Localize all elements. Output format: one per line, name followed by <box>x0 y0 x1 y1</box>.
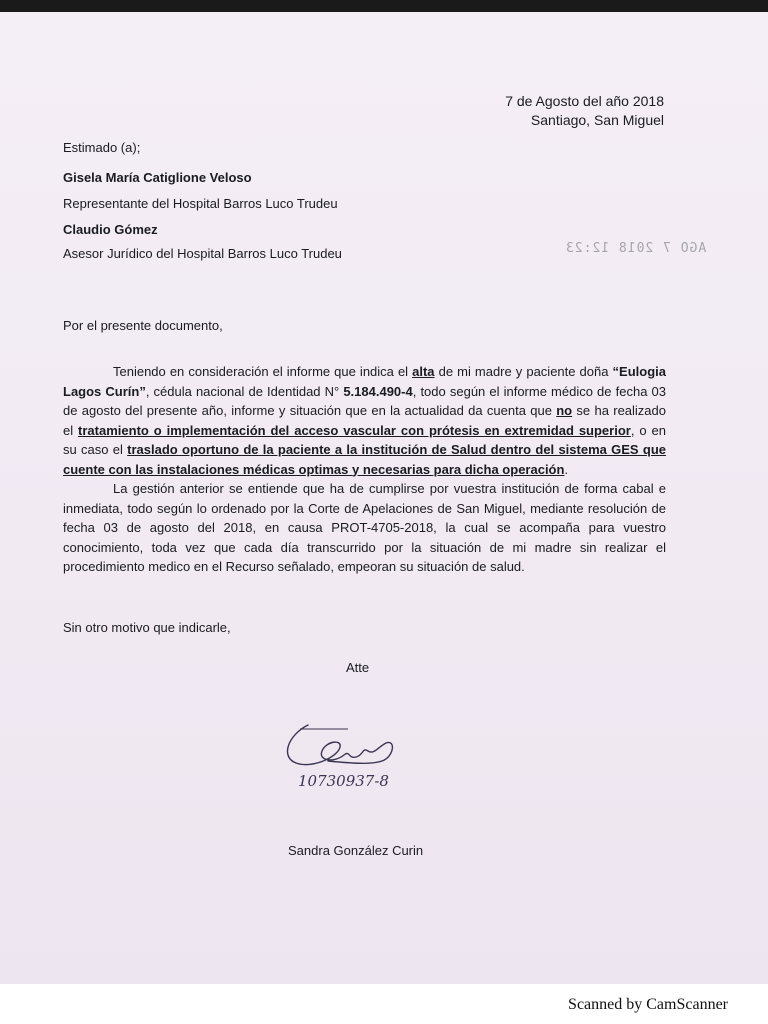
received-stamp: AGO 7 2018 12:23 <box>565 241 707 256</box>
p1-text-e: se ha realizado el <box>63 403 666 438</box>
signer-name: Sandra González Curin <box>288 843 424 858</box>
p1-treatment: tratamiento o implementación del acceso vascular con prótesis en extremidad superior <box>78 422 631 438</box>
intro-line: Por el presente documento, <box>63 318 223 333</box>
recipient-title-1: Representante del Hospital Barros Luco Trudeu <box>63 196 338 211</box>
p1-text-g: . <box>564 461 569 477</box>
paragraph-1 <box>63 362 666 479</box>
atte: Atte <box>346 660 370 675</box>
date-block <box>505 92 664 130</box>
p1-alta: alta <box>412 364 435 379</box>
closing-line: Sin otro motivo que indicarle, <box>63 620 231 635</box>
scanner-watermark: Scanned by CamScanner <box>568 996 728 1013</box>
scan-edge <box>0 0 768 12</box>
letter-location: Santiago, San Miguel <box>530 112 664 128</box>
p1-text-b: de mi madre y paciente doña <box>434 364 613 379</box>
p1-text-c: , cédula nacional de Identidad N° <box>145 383 344 399</box>
handwritten-signature <box>278 717 408 802</box>
recipient-title-2: Asesor Jurídico del Hospital Barros Luco Trudeu <box>63 246 342 261</box>
recipient-name-1: Gisela María Catiglione Veloso <box>63 170 252 185</box>
p1-no: no <box>556 403 573 418</box>
letter-page <box>0 12 768 984</box>
p1-text-a: Teniendo en consideración el informe que indica el <box>113 364 413 379</box>
signature-number: 10730937-8 <box>298 772 389 790</box>
patient-id: 5.184.490-4 <box>343 383 413 399</box>
recipient-name-2: Claudio Gómez <box>63 222 158 237</box>
letter-body <box>63 362 666 577</box>
scanner-footer <box>0 984 768 1024</box>
paragraph-2: La gestión anterior se entiende que ha de cumplirse por vuestra institución de forma cabal e inmediata, todo según lo ordenado por la Corte de Apelaciones de San Miguel, mediante resolución de fecha 03 de agosto del 2018, en causa PROT-4705-2018, la cual se acompaña para vuestro conocimiento, toda vez que cada día transcurrido por la situación de mi madre sin realizar el procedimiento medico en el Recurso señalado, empeoran su situación de salud. <box>63 481 666 574</box>
p1-text-f: , o en su caso el <box>63 422 666 457</box>
patient-name: “Eulogia Lagos Curín” <box>63 364 666 399</box>
letter-date: 7 de Agosto del año 2018 <box>505 93 664 109</box>
p1-text-d: , todo según el informe médico de fecha 03 de agosto del presente año, informe y situación que en la actualidad da cuenta que <box>63 383 666 418</box>
greeting: Estimado (a); <box>63 140 141 155</box>
p1-transfer: traslado oportuno de la paciente a la institución de Salud dentro del sistema GES que cuente con las instalaciones médicas optimas y necesarias para dicha operación <box>63 442 666 477</box>
